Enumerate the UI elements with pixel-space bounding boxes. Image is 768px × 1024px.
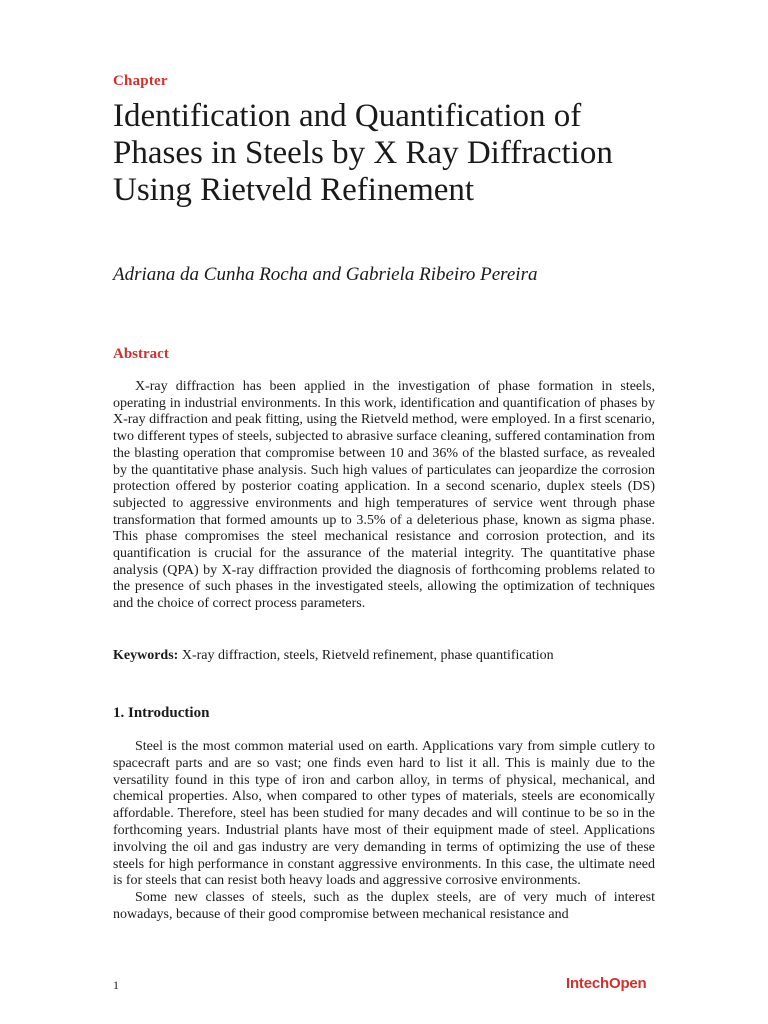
page-number: 1 (113, 978, 119, 992)
keywords (113, 648, 655, 665)
publisher-logo: IntechOpen (566, 975, 647, 992)
keywords-text: X-ray diffraction, steels, Rietveld refinement, phase quantification (181, 648, 554, 663)
abstract-text: X-ray diffraction has been applied in the investigation of phase formation in steels, operating in industrial environments. In this work, identification and quantification of phases by X-ray diffraction and peak fitting, using the Rietveld method, were employed. In a first scenario, two different types of steels, subjected to abrasive surface cleaning, suffered contamination from the blasting operation that compromise between 10 and 36% of the blasted surface, as revealed by the quantitative phase analysis. Such high values of particulates can jeopardize the corrosion protection offered by posterior coating application. In a second scenario, duplex steels (DS) subjected to aggressive environments and high temperatures of service went through phase transformation that formed amounts up to 3.5% of a deleterious phase, known as sigma phase. This phase compromises the steel mechanical resistance and corrosion protection, and its quantification is crucial for the assurance of the material integrity. The quantitative phase analysis (QPA) by X-ray diffraction provided the diagnosis of forthcoming problems related to the presence of such phases in the investigated steels, allowing the optimization of techniques and the choice of correct process parameters. (113, 379, 655, 612)
chapter-label: Chapter (113, 73, 168, 89)
keywords-label: Keywords: (113, 648, 179, 663)
chapter-title: Identification and Quantification of Phases in Steels by X Ray Diffraction Using Rietveld Refinement (113, 98, 613, 208)
introduction-paragraph: Steel is the most common material used on earth. Applications vary from simple cutlery to spacecraft parts and are so vast; one finds even hard to list it all. This is mainly due to the versatility found in this type of iron and carbon alloy, in terms of physical, mechanical, and chemical properties. Also, when compared to other types of materials, steels are economically affordable. Therefore, steel has been studied for many decades and will continue to be so in the forthcoming years. Industrial plants have most of their equipment made of steel. Applications involving the oil and gas industry are very demanding in terms of optimizing the use of these steels for high performance in constant aggressive environments. In this case, the ultimate need is for steels that can resist both heavy loads and aggressive corrosive environments. (113, 739, 655, 889)
introduction-paragraph: Some new classes of steels, such as the duplex steels, are of very much of interest nowadays, because of their good compromise between mechanical resistance and (113, 890, 655, 922)
authors: Adriana da Cunha Rocha and Gabriela Ribeiro Pereira (113, 264, 538, 285)
section-heading-introduction: 1. Introduction (113, 705, 210, 721)
introduction-body (113, 739, 655, 924)
abstract-heading: Abstract (113, 346, 169, 362)
